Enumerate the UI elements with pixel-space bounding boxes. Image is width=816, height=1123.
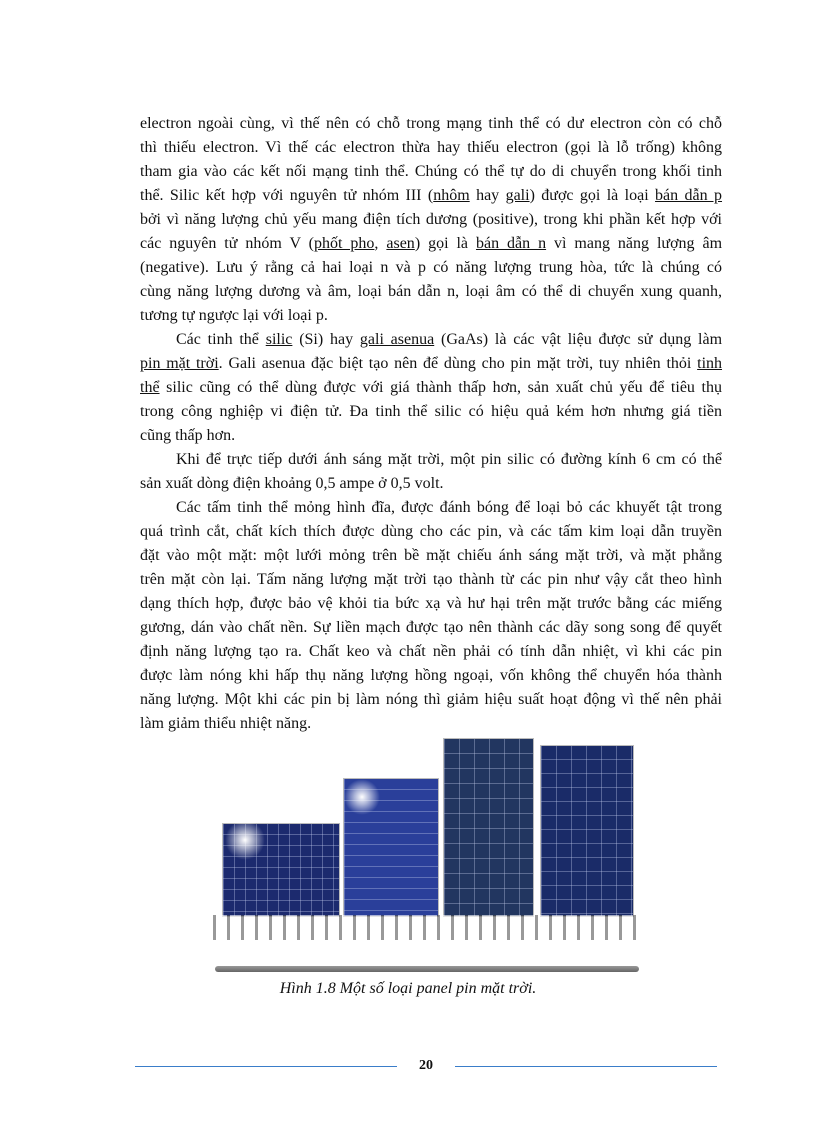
page-number: 20 — [419, 1058, 433, 1073]
text-line — [140, 400, 722, 424]
hyperlink-term[interactable]: asen — [386, 235, 415, 252]
solar-panel-mono-medium — [343, 778, 439, 917]
figure-base-bar — [215, 966, 639, 972]
text-line — [140, 280, 722, 304]
text-line — [140, 472, 722, 496]
text-line — [140, 232, 722, 256]
text-segment: (negative). Lưu ý rằng cả hai loại n và p có năng lượng trung hòa, tức là chúng có — [140, 259, 722, 276]
text-line — [140, 592, 722, 616]
text-segment: tham gia vào các kết nối mạng tinh thể. Chúng có thể tự do di chuyển trong khối tinh — [140, 163, 722, 180]
body-text — [140, 112, 722, 736]
text-line — [140, 160, 722, 184]
text-line — [140, 328, 722, 352]
text-segment: (GaAs) là các vật liệu được sử dụng làm — [434, 331, 723, 348]
text-segment: hay — [469, 187, 506, 204]
solar-panels-figure — [213, 738, 640, 974]
text-line — [140, 712, 722, 736]
text-segment: định năng lượng tạo ra. Chất keo và chất nền phải có tính dẫn nhiệt, vì khi các pin — [140, 643, 722, 660]
text-line — [140, 616, 722, 640]
text-line — [140, 208, 722, 232]
text-segment: quá trình cắt, chất kích thích được dùng cho các pin, và các tấm kim loại dẫn truyền — [140, 523, 722, 540]
text-segment: Các tinh thể — [176, 331, 266, 348]
hyperlink-term[interactable]: pin mặt trời — [140, 355, 219, 372]
text-line — [140, 136, 722, 160]
panel-stands — [213, 915, 640, 940]
hyperlink-term[interactable]: bán dẫn n — [475, 235, 547, 252]
text-line — [140, 448, 722, 472]
hyperlink-term[interactable]: gali asenua — [359, 331, 435, 348]
hyperlink-term[interactable]: nhôm — [433, 187, 470, 204]
text-line — [140, 520, 722, 544]
text-segment: gương, dán vào chất nền. Sự liền mạch được tạo nên thành các dãy song song để quyết — [140, 619, 722, 636]
text-line — [140, 376, 722, 400]
text-line — [140, 304, 722, 328]
text-segment: bởi vì năng lượng chủ yếu mang điện tích dương (positive), trong khi phần kết hợp với — [140, 211, 722, 228]
text-line — [140, 184, 722, 208]
text-segment: tương tự ngược lại với loại p. — [140, 307, 328, 324]
text-segment: vì mang năng lượng âm — [546, 235, 723, 252]
text-segment: Các tấm tinh thể mỏng hình đĩa, được đánh bóng để loại bỏ các khuyết tật trong — [176, 499, 722, 516]
text-line — [140, 496, 722, 520]
text-segment: làm giảm thiểu nhiệt năng. — [140, 715, 312, 732]
footer-rule-right — [455, 1066, 717, 1067]
text-segment: các nguyên tử nhóm V ( — [140, 235, 315, 252]
text-segment: dạng thích hợp, được bảo vệ khỏi tia bức xạ và hư hại trên mặt trước bằng các miếng — [140, 595, 722, 612]
text-segment: . Gali asenua đặc biệt tạo nên để dùng cho pin mặt trời, tuy nhiên thỏi — [218, 355, 698, 372]
footer-rule-left — [135, 1066, 397, 1067]
text-segment: ) được gọi là loại — [529, 187, 656, 204]
text-segment: thì thiếu electron. Vì thế các electron thừa hay thiếu electron (gọi là lỗ trống) không — [140, 139, 722, 156]
text-segment: (Si) hay — [292, 331, 360, 348]
text-line — [140, 112, 722, 136]
text-segment: đặt vào một mặt: một lưới mỏng trên bề mặt chiếu ánh sáng mặt trời, và mặt phẳng — [140, 547, 722, 564]
text-line — [140, 568, 722, 592]
solar-panel-poly-large-2 — [540, 745, 634, 917]
solar-panel-mono-small — [222, 823, 340, 917]
text-segment: Khi để trực tiếp dưới ánh sáng mặt trời, một pin silic có đường kính 6 cm có thể — [176, 451, 722, 468]
figure-caption: Hình 1.8 Một số loại panel pin mặt trời. — [279, 980, 537, 997]
text-segment: cùng năng lượng dương và âm, loại bán dẫn n, loại âm có thể di chuyển xung quanh, — [140, 283, 722, 300]
text-segment: trong công nghiệp vi điện tử. Đa tinh thể silic có hiệu quả kém hơn nhưng giá tiền — [140, 403, 722, 420]
text-segment: năng lượng. Một khi các pin bị làm nóng thì giảm hiệu suất hoạt động vì thế nên phải — [140, 691, 722, 708]
text-segment: trên mặt còn lại. Tấm năng lượng mặt trời tạo thành từ các pin như vậy cắt theo hình — [140, 571, 722, 588]
text-segment: sản xuất dòng điện khoảng 0,5 ampe ở 0,5 volt. — [140, 475, 444, 492]
text-segment: thể. Silic kết hợp với nguyên tử nhóm III ( — [140, 187, 434, 204]
hyperlink-term[interactable]: silic — [265, 331, 293, 348]
text-line — [140, 352, 722, 376]
text-line — [140, 424, 722, 448]
hyperlink-term[interactable]: thể — [140, 379, 160, 396]
text-line — [140, 544, 722, 568]
text-segment: , — [374, 235, 387, 252]
text-segment: ) gọi là — [414, 235, 476, 252]
text-line — [140, 688, 722, 712]
text-segment: cũng thấp hơn. — [140, 427, 236, 444]
hyperlink-term[interactable]: gali — [505, 187, 530, 204]
text-line — [140, 640, 722, 664]
solar-panel-poly-large — [443, 738, 534, 917]
hyperlink-term[interactable]: phốt pho — [314, 235, 375, 252]
text-segment: silic cũng có thể dùng được với giá thành thấp hơn, sản xuất chủ yếu để tiêu thụ — [159, 379, 722, 396]
text-segment: electron ngoài cùng, vì thế nên có chỗ trong mạng tinh thể có dư electron còn có chỗ — [140, 115, 722, 132]
text-line — [140, 664, 722, 688]
text-segment: được làm nóng khi hấp thụ năng lượng hồng ngoại, vốn không thể chuyển hóa thành — [140, 667, 722, 684]
hyperlink-term[interactable]: bán dẫn p — [655, 187, 723, 204]
hyperlink-term[interactable]: tinh — [697, 355, 723, 372]
text-line — [140, 256, 722, 280]
